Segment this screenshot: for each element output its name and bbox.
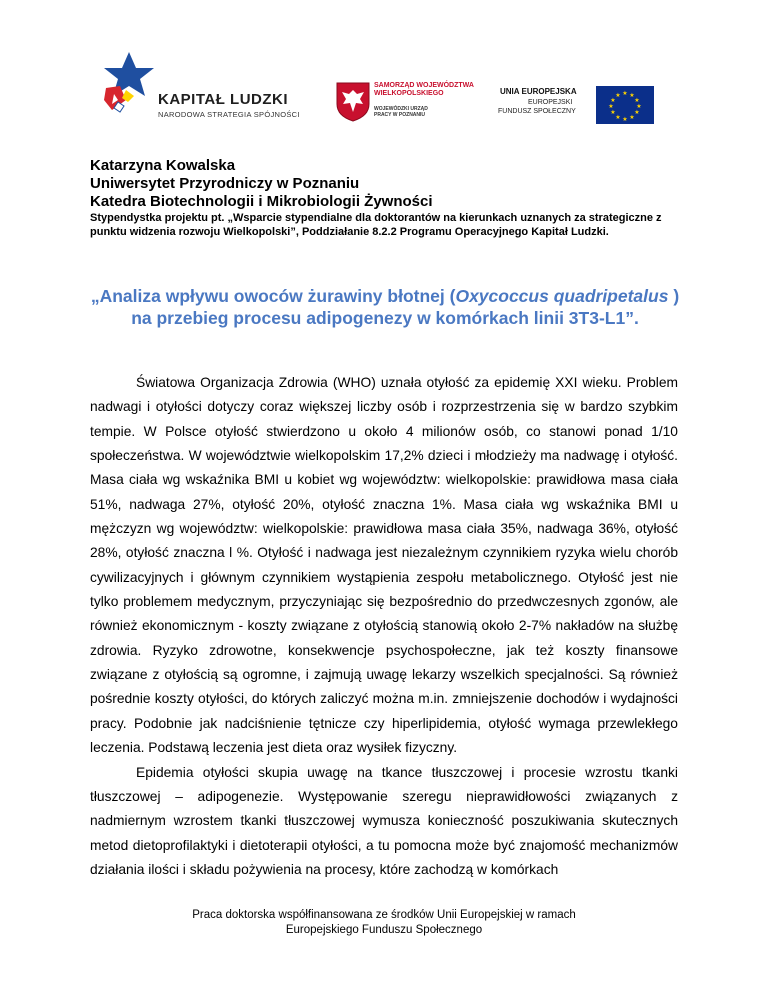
- paragraph-2: Epidemia otyłości skupia uwagę na tkance tłuszczowej i procesie wzrostu tkanki tłuszczowej – adipogenezie. Występowanie szeregu nieprawidłowości związanych z nadmiernym wzrostem tkanki tłuszczowej wymusza konieczność poszukiwania skutecznych metod dietoprofilaktyki i dietoterapii otyłości, a tu pomocna może być znajomość mechanizmów działania ilości i składu pożywienia na procesy, które zachodzą w komórkach: [90, 764, 678, 877]
- wlkp-line-3: WOJEWÓDZKI URZĄD PRACY W POZNANIU: [374, 106, 428, 118]
- scholarship-note: Stypendystka projektu pt. „Wsparcie stypendialne dla doktorantów na kierunkach uznanych za strategiczne z punktu widzenia rozwoju Wielkopolski”, Poddziałanie 8.2.2 Programu Operacyjnego Kapitał Ludzki.: [90, 212, 662, 238]
- footer-line-1: Praca doktorska współfinansowana ze środków Unii Europejskiej w ramach: [192, 909, 576, 921]
- kapital-ludzki-logo: [98, 50, 298, 130]
- svg-text:★: ★: [622, 90, 628, 97]
- eu-logo: [492, 86, 662, 126]
- svg-text:★: ★: [634, 97, 640, 104]
- kapital-ludzki-emblem-icon: [98, 50, 160, 120]
- svg-text:★: ★: [634, 109, 640, 116]
- wielkopolska-logo: [336, 82, 474, 130]
- coat-of-arms-icon: [336, 82, 370, 122]
- svg-text:★: ★: [615, 114, 621, 121]
- svg-text:★: ★: [610, 97, 616, 104]
- kapital-ludzki-title: KAPITAŁ LUDZKI: [158, 91, 289, 108]
- eu-line-1: UNIA EUROPEJSKA: [500, 87, 577, 96]
- university-name: Uniwersytet Przyrodniczy w Poznaniu: [90, 175, 360, 192]
- eu-flag-icon: [596, 86, 654, 124]
- kapital-ludzki-subtitle: NARODOWA STRATEGIA SPÓJNOŚCI: [158, 110, 300, 119]
- eu-line-3: FUNDUSZ SPOŁECZNY: [498, 108, 576, 115]
- body-text: [90, 371, 678, 882]
- page-footer: [90, 908, 678, 938]
- eu-line-2: EUROPEJSKI: [528, 99, 573, 106]
- svg-text:★: ★: [622, 116, 628, 123]
- title-part-1: „Analiza wpływu owoców żurawiny błotnej (: [90, 286, 456, 306]
- author-name: Katarzyna Kowalska: [90, 157, 236, 174]
- footer-line-2: Europejskiego Funduszu Społecznego: [285, 924, 483, 936]
- title-latin-name: Oxycoccus quadripetalus: [455, 286, 669, 306]
- wlkp-line-1: SAMORZĄD WOJEWÓDZTWA: [374, 82, 474, 89]
- wlkp-line-2: WIELKOPOLSKIEGO: [374, 90, 444, 97]
- title-part-2: ) na przebieg procesu adipogenezy w komórkach linii 3T3-L1”.: [131, 286, 680, 328]
- svg-text:★: ★: [615, 92, 621, 99]
- paragraph-1: Światowa Organizacja Zdrowia (WHO) uznała otyłość za epidemię XXI wieku. Problem nadwagi i otyłości dotyczy coraz większej liczby osób i rozprzestrzenia się w bardzo szybkim tempie. W Polsce otyłość stwierdzono u około 4 milionów osób, co stanowi ponad 1/10 społeczeństwa. W województwie wielkopolskim 17,2% dzieci i młodzieży ma nadwagę i otyłość. Masa ciała wg wskaźnika BMI u kobiet wg województw: wielkopolskie: prawidłowa masa ciała 51%, nadwaga 27%, otyłość 20%, otyłość znaczna 1%. Masa ciała wg wskaźnika BMI u mężczyzn wg województw: wielkopolskie: prawidłowa masa ciała 35%, nadwaga 36%, otyłość 28%, otyłość znaczna l %. Otyłość i nadwaga jest niezależnym czynnikiem ryzyka wielu chorób cywilizacyjnych i głównym czynnikiem wystąpienia zespołu metabolicznego. Otyłość jest nie tylko problemem medycznym, przyczyniając się bezpośrednio do przedwczesnych zgonów, ale również ekonomicznym - koszty związane z otyłością stanowią około 2-7% nakładów na służbę zdrowia. Ryzyko zdrowotne, konsekwencje psychospołeczne, jak też koszty finansowe związane z otyłością są ogromne, i zajmują uwagę lekarzy wszelkich specjalności. Są również pośrednie koszty otyłości, do których zaliczyć można m.in. zmniejszenie dochodów i wydajności pracy. Podobnie jak nadciśnienie tętnicze czy hiperlipidemia, otyłość wymaga przewlekłego leczenia. Podstawą leczenia jest dieta oraz wysiłek fizyczny.: [90, 375, 678, 756]
- thesis-title: [90, 285, 680, 329]
- svg-text:★: ★: [629, 114, 635, 121]
- svg-text:★: ★: [608, 103, 614, 110]
- svg-text:★: ★: [636, 103, 642, 110]
- svg-text:★: ★: [610, 109, 616, 116]
- department-name: Katedra Biotechnologii i Mikrobiologii Żywności: [90, 193, 433, 210]
- svg-text:★: ★: [629, 92, 635, 99]
